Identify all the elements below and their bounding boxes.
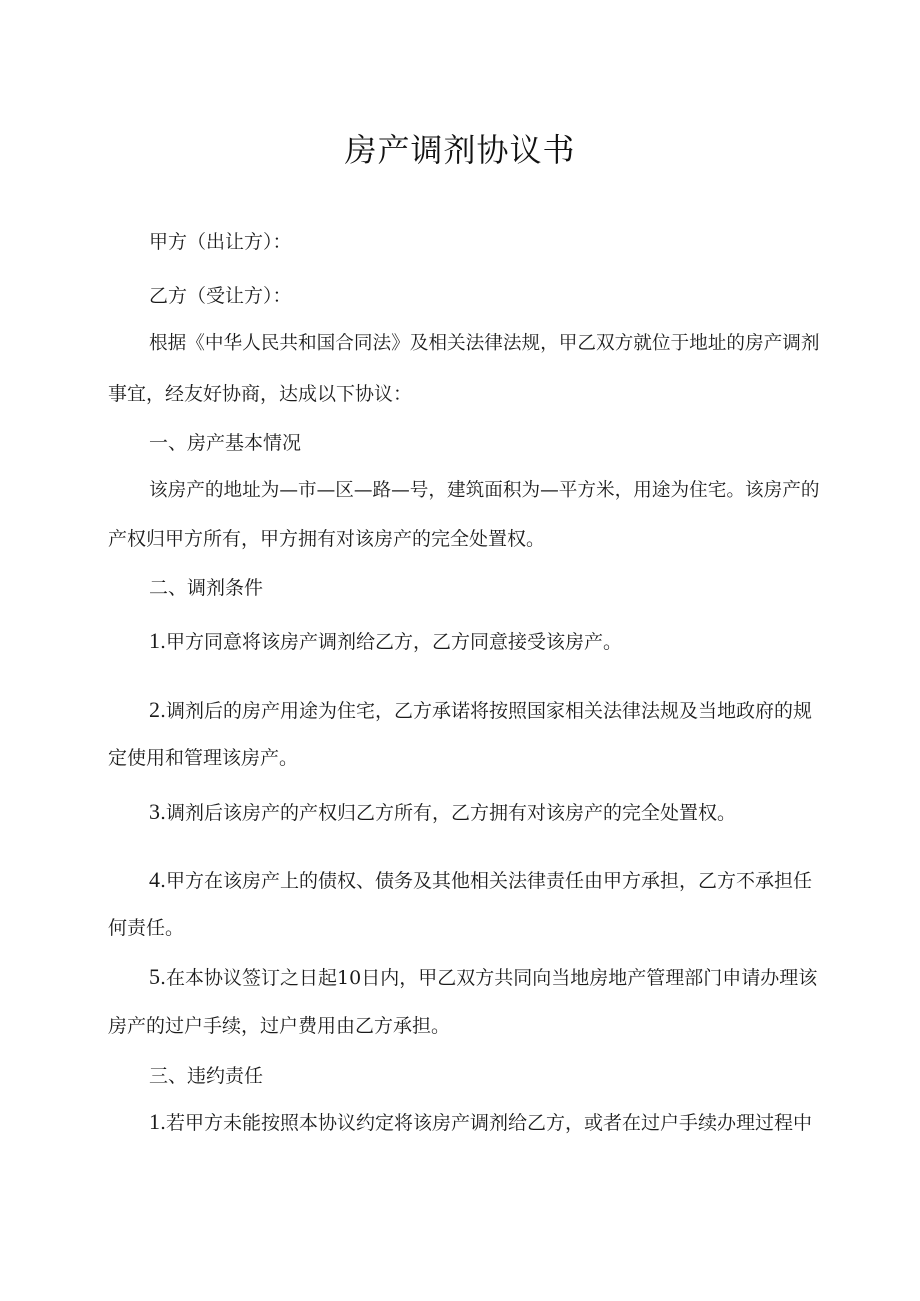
item-number: 4: [149, 867, 160, 892]
item-text: .调剂后该房产的产权归乙方所有，乙方拥有对该房产的完全处置权。: [160, 802, 737, 824]
section-3-heading: 三、违约责任: [149, 1065, 264, 1087]
section-2-item-3: [149, 798, 736, 827]
section-2-item-2-cont: 定使用和管理该房产。: [108, 747, 299, 769]
section-2-heading: 二、调剂条件: [149, 577, 264, 599]
item-number: 2: [149, 697, 160, 722]
section-2-item-5: [149, 963, 817, 992]
section-2-item-2: [149, 696, 812, 725]
section-1-heading: 一、房产基本情况: [149, 432, 302, 454]
item-text: .调剂后的房产用途为住宅，乙方承诺将按照国家相关法律法规及当地政府的规: [160, 700, 813, 722]
item-number: 5: [149, 964, 160, 989]
party-a-line: 甲方（出让方）：: [149, 231, 292, 253]
section-2-item-4: [149, 866, 812, 895]
party-b-line: 乙方（受让方）：: [149, 285, 292, 307]
item-text: .甲方同意将该房产调剂给乙方，乙方同意接受该房产。: [160, 631, 623, 653]
item-number: 3: [149, 799, 160, 824]
item-number: 1: [149, 1109, 160, 1134]
item-number: 1: [149, 628, 160, 653]
intro-line-2: 事宜，经友好协商，达成以下协议：: [108, 383, 413, 405]
section-2-item-5-cont: 房产的过户手续，过户费用由乙方承担。: [108, 1015, 451, 1037]
document-title: 房产调剂协议书: [344, 131, 576, 169]
item-text: .甲方在该房产上的债权、债务及其他相关法律责任由甲方承担，乙方不承担任: [160, 870, 813, 892]
intro-line-1: 根据《中华人民共和国合同法》及相关法律法规，甲乙双方就位于地址的房产调剂: [149, 333, 820, 354]
section-2-item-4-cont: 何责任。: [108, 917, 185, 939]
section-1-line-1: 该房产的地址为—市—区—路—号，建筑面积为—平方米，用途为住宅。该房产的: [149, 480, 820, 501]
item-text: .在本协议签订之日起10日内，甲乙双方共同向当地房地产管理部门申请办理该: [160, 967, 818, 989]
item-text: .若甲方未能按照本协议约定将该房产调剂给乙方，或者在过户手续办理过程中: [160, 1112, 813, 1134]
section-3-item-1: [149, 1108, 812, 1137]
section-2-item-1: [149, 627, 622, 656]
section-1-line-2: 产权归甲方所有，甲方拥有对该房产的完全处置权。: [108, 528, 546, 550]
